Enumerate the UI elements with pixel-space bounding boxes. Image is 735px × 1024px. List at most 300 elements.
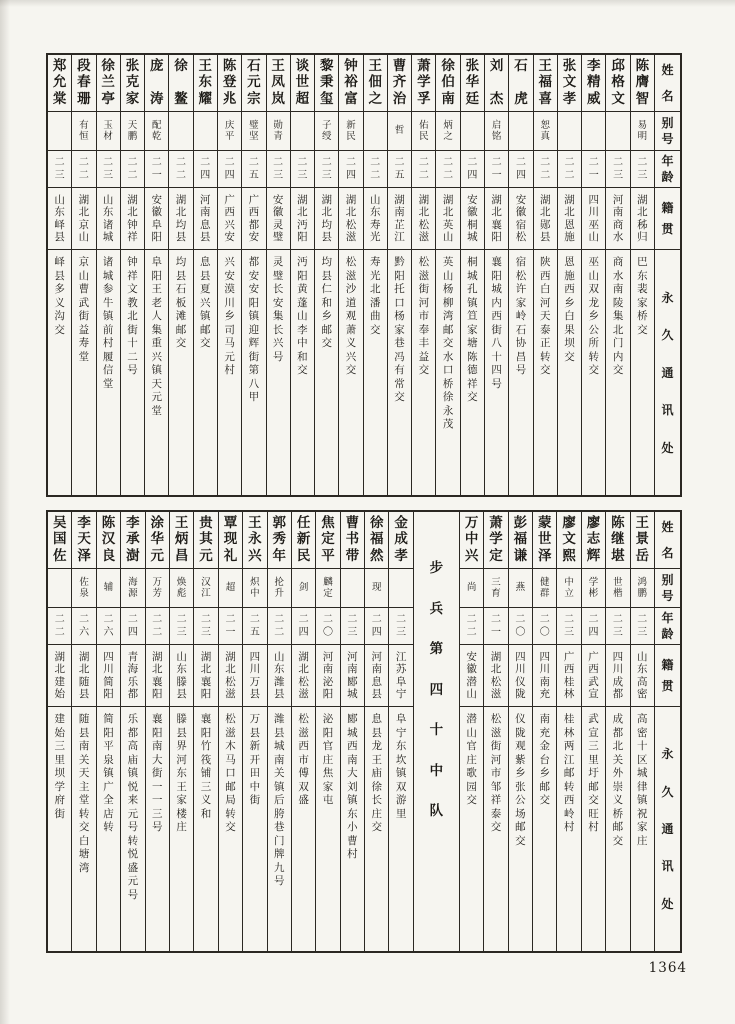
person-age xyxy=(557,608,580,645)
glyph: 关 xyxy=(612,753,624,766)
glyph: 二 xyxy=(152,613,163,625)
glyph: 陈 xyxy=(635,58,650,74)
glyph: 璧 xyxy=(272,269,284,282)
person-column xyxy=(242,512,266,951)
header-alias xyxy=(655,569,680,608)
glyph: 十 xyxy=(491,350,502,363)
person-column xyxy=(48,512,71,951)
person-column xyxy=(145,512,169,951)
glyph: 交 xyxy=(442,337,454,349)
glyph: 西 xyxy=(248,206,260,218)
glyph: 城 xyxy=(102,269,114,282)
glyph: 南 xyxy=(612,206,624,218)
glyph: 南 xyxy=(322,663,334,675)
glyph: 王 xyxy=(371,753,383,766)
glyph: 松 xyxy=(225,713,236,725)
glyph: 商 xyxy=(612,218,624,231)
glyph: 新 xyxy=(296,531,311,548)
glyph: 安 xyxy=(224,231,235,243)
person-alias xyxy=(72,569,95,608)
glyph: 籍 xyxy=(661,201,674,216)
glyph: 广 xyxy=(588,650,599,663)
glyph: 转 xyxy=(539,350,551,363)
glyph: 春 xyxy=(77,74,91,91)
person-address xyxy=(460,707,483,951)
glyph: 澍 xyxy=(126,547,140,564)
glyph: 王 xyxy=(198,58,213,74)
glyph: 四 xyxy=(298,626,309,638)
glyph: 双 xyxy=(588,283,600,295)
glyph: 南 xyxy=(612,283,624,295)
glyph: 三 xyxy=(297,169,308,181)
glyph: 潜 xyxy=(466,675,477,688)
glyph: 讯 xyxy=(661,403,674,417)
glyph: 堂 xyxy=(78,350,90,363)
glyph: 北 xyxy=(345,206,357,218)
glyph: 二 xyxy=(394,156,405,168)
person-column xyxy=(363,55,387,495)
glyph: 八 xyxy=(491,337,502,349)
glyph: 邮 xyxy=(442,323,454,336)
person-name xyxy=(558,55,581,112)
glyph: 吴 xyxy=(52,515,67,531)
glyph: 南 xyxy=(347,663,358,675)
glyph: 二 xyxy=(78,156,89,168)
person-age xyxy=(388,151,411,188)
person-alias xyxy=(509,569,532,608)
glyph: 谦 xyxy=(513,547,528,564)
glyph: 祥 xyxy=(467,377,478,390)
glyph: 都 xyxy=(612,688,624,700)
glyph: 城 xyxy=(467,231,478,243)
glyph: 定 xyxy=(489,547,503,564)
person-age xyxy=(389,608,412,645)
glyph: 五 xyxy=(394,169,405,181)
glyph: 恩 xyxy=(564,218,575,231)
glyph: 场 xyxy=(515,807,526,820)
glyph: 元 xyxy=(127,875,139,887)
glyph: 仪 xyxy=(515,713,526,725)
person-alias xyxy=(389,569,412,608)
glyph: 四 xyxy=(491,364,502,376)
glyph: 健 xyxy=(539,576,550,588)
glyph: 二 xyxy=(564,169,575,181)
glyph: 克 xyxy=(125,74,140,91)
glyph: 阳 xyxy=(491,231,502,243)
glyph: 河 xyxy=(322,650,334,663)
glyph: 辅 xyxy=(103,582,114,594)
glyph: 交 xyxy=(539,794,550,806)
glyph: 安 xyxy=(224,269,235,282)
glyph: 石 xyxy=(514,58,528,74)
glyph: 名 xyxy=(661,546,674,560)
header-age xyxy=(655,608,680,645)
glyph: 湖 xyxy=(54,650,65,663)
glyph: 鳌 xyxy=(174,90,188,107)
glyph: 邮 xyxy=(612,821,624,833)
glyph: 二 xyxy=(298,613,309,625)
glyph: 襄 xyxy=(152,675,163,688)
glyph: 镇 xyxy=(127,767,139,779)
glyph: 二 xyxy=(564,613,575,625)
glyph: 川 xyxy=(539,663,550,675)
person-address xyxy=(145,250,168,495)
person-alias xyxy=(291,112,314,151)
person-native-place xyxy=(121,645,144,707)
glyph: 年 xyxy=(661,154,674,168)
person-name xyxy=(48,55,71,112)
glyph: 山 xyxy=(466,688,477,700)
person-age xyxy=(72,151,95,188)
glyph: 松 xyxy=(298,675,309,688)
glyph: 四 xyxy=(371,626,382,638)
glyph: 广 xyxy=(248,193,260,206)
glyph: 许 xyxy=(515,283,527,295)
glyph: 兴 xyxy=(200,296,211,309)
glyph: 定 xyxy=(321,531,335,548)
glyph: 三 xyxy=(347,626,358,638)
glyph: 二 xyxy=(249,613,260,625)
glyph: 西 xyxy=(588,663,599,675)
person-name xyxy=(218,55,241,112)
glyph: 牛 xyxy=(102,296,114,309)
glyph: 里 xyxy=(54,753,65,766)
glyph: 三 xyxy=(637,169,648,181)
glyph: 南 xyxy=(273,753,285,766)
glyph: 二 xyxy=(613,156,624,168)
glyph: 威 xyxy=(587,90,601,107)
glyph: 学 xyxy=(588,576,599,588)
glyph: 鸿 xyxy=(637,576,648,588)
glyph: 东 xyxy=(637,663,648,675)
person-alias xyxy=(485,112,508,151)
glyph: 所 xyxy=(588,337,600,349)
person-alias xyxy=(582,112,605,151)
glyph: 紫 xyxy=(515,753,526,766)
glyph: 四 xyxy=(200,169,211,181)
glyph: 福 xyxy=(370,531,384,548)
glyph: 坝 xyxy=(54,767,65,779)
glyph: 二 xyxy=(103,613,114,625)
glyph: 二 xyxy=(637,156,648,168)
glyph: 处 xyxy=(661,440,674,455)
glyph: 邮 xyxy=(588,780,599,793)
glyph: 二 xyxy=(515,613,526,625)
glyph: 成 xyxy=(612,713,624,725)
glyph: 官 xyxy=(466,740,477,752)
person-address xyxy=(194,250,217,495)
person-address xyxy=(582,707,605,951)
person-native-place xyxy=(146,645,169,707)
glyph: 龙 xyxy=(588,296,600,309)
person-age xyxy=(72,608,95,645)
header-name xyxy=(655,55,680,112)
glyph: 乡 xyxy=(224,310,235,322)
glyph: 桥 xyxy=(442,377,454,390)
glyph: 泰 xyxy=(539,323,551,336)
glyph: 二 xyxy=(54,626,65,638)
header-age xyxy=(655,151,680,188)
lower-roster-table xyxy=(46,510,682,953)
glyph: 县 xyxy=(321,269,332,282)
glyph: 曹 xyxy=(78,283,90,295)
glyph: 人 xyxy=(151,310,162,322)
glyph: 四 xyxy=(612,650,624,663)
glyph: 十 xyxy=(127,337,138,349)
glyph: 李 xyxy=(126,515,140,531)
glyph: 炳 xyxy=(174,531,189,548)
glyph: 南 xyxy=(441,90,455,107)
glyph: 元 xyxy=(150,547,165,564)
glyph: 兵 xyxy=(429,600,444,617)
person-address xyxy=(219,707,242,951)
glyph: 徐 xyxy=(101,58,115,74)
glyph: 南 xyxy=(347,753,358,766)
glyph: 邮 xyxy=(563,767,575,779)
glyph: 安 xyxy=(272,296,284,309)
person-alias xyxy=(145,112,168,151)
glyph: 漠 xyxy=(224,283,235,295)
glyph: 廖 xyxy=(562,515,576,531)
glyph: 十 xyxy=(429,722,444,738)
glyph: 五 xyxy=(248,169,259,181)
person-native-place xyxy=(170,645,193,707)
glyph: 两 xyxy=(563,740,575,752)
person-age xyxy=(243,608,266,645)
glyph: 三 xyxy=(491,576,501,588)
glyph: 新 xyxy=(249,740,261,752)
person-alias xyxy=(242,112,265,151)
glyph: 河 xyxy=(418,296,430,309)
glyph: 山 xyxy=(78,269,90,282)
glyph: 陈 xyxy=(467,350,478,363)
person-column xyxy=(315,512,339,951)
glyph: 都 xyxy=(248,218,260,231)
glyph: 托 xyxy=(394,283,405,295)
glyph: 李 xyxy=(77,515,91,531)
glyph: 果 xyxy=(564,323,575,336)
glyph: 喜 xyxy=(538,90,552,107)
person-name xyxy=(170,512,193,569)
glyph: 桥 xyxy=(612,807,624,820)
person-age xyxy=(533,608,556,645)
glyph: 现 xyxy=(223,531,238,548)
person-alias xyxy=(218,112,241,151)
person-native-place xyxy=(533,645,556,707)
person-alias xyxy=(631,569,654,608)
glyph: 二 xyxy=(443,169,454,181)
person-alias xyxy=(631,112,654,151)
glyph: 滕 xyxy=(176,713,187,725)
glyph: 桂 xyxy=(563,713,575,725)
glyph: 号 xyxy=(272,350,284,363)
glyph: 内 xyxy=(612,350,624,363)
person-address xyxy=(121,707,144,951)
glyph: 姓 xyxy=(661,520,674,534)
glyph: 北 xyxy=(539,206,551,218)
glyph: 元 xyxy=(199,547,213,564)
glyph: 崇 xyxy=(612,780,624,793)
glyph: 水 xyxy=(612,231,624,243)
glyph: 襄 xyxy=(152,713,163,725)
glyph: 麟 xyxy=(323,576,333,588)
glyph: 交 xyxy=(612,834,624,847)
glyph: 贯 xyxy=(661,221,674,236)
person-native-place xyxy=(606,188,629,250)
glyph: 姓 xyxy=(661,63,674,77)
glyph: 城 xyxy=(347,726,358,739)
glyph: 乐 xyxy=(127,713,139,725)
glyph: 前 xyxy=(102,323,114,336)
person-native-place xyxy=(412,188,435,250)
glyph: 绶 xyxy=(321,131,332,142)
glyph: 义 xyxy=(345,337,357,349)
person-name xyxy=(169,55,192,112)
glyph: 和 xyxy=(321,296,332,309)
glyph: 塘 xyxy=(78,848,90,860)
glyph: 齐 xyxy=(392,74,407,91)
glyph: 北 xyxy=(442,206,454,218)
glyph: 民 xyxy=(346,131,356,142)
glyph: 阳 xyxy=(322,688,334,700)
glyph: 四 xyxy=(429,681,444,698)
glyph: 北 xyxy=(78,206,90,218)
glyph: 裴 xyxy=(637,283,648,295)
glyph: 家 xyxy=(125,90,140,107)
glyph: 镇 xyxy=(637,794,648,806)
glyph: 峄 xyxy=(54,218,65,231)
glyph: 〇 xyxy=(539,626,550,638)
person-alias xyxy=(365,569,388,608)
glyph: 阳 xyxy=(491,269,502,282)
glyph: 王 xyxy=(271,58,285,74)
glyph: 二 xyxy=(539,613,550,625)
glyph: 桐 xyxy=(467,218,478,231)
glyph: 县 xyxy=(175,269,187,282)
glyph: 平 xyxy=(103,740,114,752)
glyph: 施 xyxy=(564,269,575,282)
glyph: 转 xyxy=(563,780,575,793)
glyph: 口 xyxy=(394,296,405,309)
glyph: 北 xyxy=(321,206,332,218)
glyph: 秀 xyxy=(272,531,286,548)
person-column xyxy=(557,55,581,495)
glyph: 交 xyxy=(490,821,502,833)
glyph: 巫 xyxy=(588,218,600,231)
person-age xyxy=(485,151,508,188)
glyph: 都 xyxy=(248,256,260,268)
glyph: 商 xyxy=(612,256,624,268)
glyph: 龄 xyxy=(661,627,674,641)
glyph: 廷 xyxy=(465,90,480,107)
glyph: 子 xyxy=(321,119,332,131)
person-age xyxy=(97,151,120,188)
glyph: 四 xyxy=(515,169,526,181)
glyph: 湖 xyxy=(225,650,236,663)
person-address xyxy=(509,707,532,951)
glyph: 交 xyxy=(78,821,90,833)
glyph: 参 xyxy=(102,283,114,295)
glyph: 中 xyxy=(249,780,261,793)
glyph: 育 xyxy=(491,588,501,599)
person-address xyxy=(341,707,364,951)
glyph: 交 xyxy=(345,364,357,376)
glyph: 青 xyxy=(273,131,283,142)
glyph: 曹 xyxy=(345,515,360,531)
glyph: 号 xyxy=(661,589,674,603)
glyph: 二 xyxy=(612,613,623,625)
glyph: 松 xyxy=(345,218,357,231)
glyph: 观 xyxy=(515,740,526,752)
person-native-place xyxy=(72,645,95,707)
person-native-place xyxy=(364,188,387,250)
glyph: 承 xyxy=(126,531,140,548)
glyph: 泌 xyxy=(322,675,334,688)
glyph: 小 xyxy=(347,821,358,833)
glyph: 佑 xyxy=(419,119,429,131)
glyph: 均 xyxy=(321,256,332,268)
glyph: 东 xyxy=(273,663,285,675)
glyph: 虎 xyxy=(514,90,528,107)
glyph: 乡 xyxy=(564,296,575,309)
glyph: 安 xyxy=(248,269,260,282)
glyph: 滋 xyxy=(225,688,236,700)
glyph: 乡 xyxy=(321,310,332,322)
glyph: 北 xyxy=(127,310,138,322)
glyph: 交 xyxy=(588,364,600,376)
person-age xyxy=(339,151,362,188)
glyph: 南 xyxy=(539,675,550,688)
glyph: 三 xyxy=(564,626,575,638)
person-native-place xyxy=(218,188,241,250)
glyph: 现 xyxy=(372,582,382,594)
person-name xyxy=(582,55,605,112)
person-column xyxy=(340,512,364,951)
glyph: 二 xyxy=(540,169,551,181)
glyph: 二 xyxy=(637,613,648,625)
glyph: 山 xyxy=(102,193,114,206)
person-name xyxy=(389,512,412,569)
glyph: 第 xyxy=(248,364,260,376)
person-column xyxy=(314,55,338,495)
person-native-place xyxy=(534,188,557,250)
glyph: 交 xyxy=(54,323,65,336)
glyph: 街 xyxy=(78,310,90,322)
glyph: 镇 xyxy=(273,780,285,793)
glyph: 官 xyxy=(322,740,334,752)
glyph: 归 xyxy=(637,231,648,243)
glyph: 祥 xyxy=(490,794,502,806)
glyph: 三 xyxy=(200,780,212,793)
glyph: 耀 xyxy=(198,90,213,107)
glyph: 信 xyxy=(102,364,114,376)
person-column xyxy=(364,512,388,951)
glyph: 中 xyxy=(297,337,308,349)
glyph: 山 xyxy=(176,650,187,663)
glyph: 辉 xyxy=(586,547,601,564)
glyph: 阜 xyxy=(151,256,162,268)
person-native-place xyxy=(509,188,532,250)
glyph: 高 xyxy=(637,713,648,725)
glyph: 熙 xyxy=(562,547,576,564)
glyph: 老 xyxy=(151,296,162,309)
glyph: 铭 xyxy=(491,131,502,142)
glyph: 文 xyxy=(562,531,576,548)
glyph: 元 xyxy=(224,350,235,363)
glyph: 邮 xyxy=(225,780,236,793)
person-alias xyxy=(219,569,242,608)
person-name xyxy=(72,512,95,569)
